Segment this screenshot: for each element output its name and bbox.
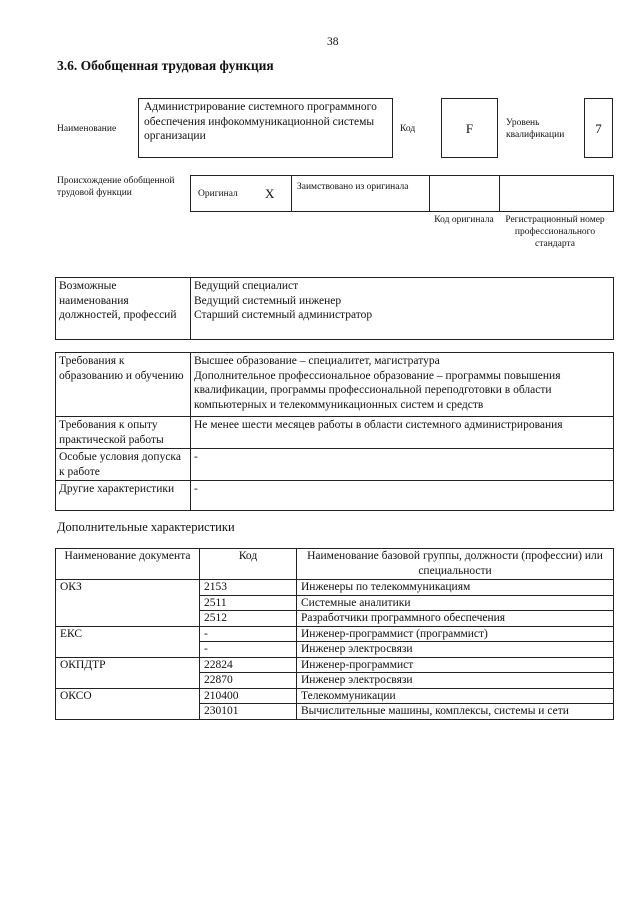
code-cell: 210400 bbox=[204, 689, 239, 702]
code-cell: 2511 bbox=[204, 596, 227, 609]
name-cell: Разработчики программного обеспечения bbox=[301, 612, 506, 624]
requirements-table bbox=[55, 352, 614, 511]
requirement-value: Не менее шести месяцев работы в области системного администрирования bbox=[194, 419, 563, 431]
name-cell: Инженер электросвязи bbox=[301, 643, 413, 655]
doc-cell: ОКЗ bbox=[60, 581, 82, 593]
requirement-label: Особые условия допуска к работе bbox=[59, 451, 181, 478]
header-doc: Наименование документа bbox=[56, 549, 200, 580]
table-row bbox=[56, 657, 614, 673]
positions-value-cell bbox=[191, 278, 614, 340]
name-cell: Инженер-программист (программист) bbox=[301, 627, 488, 640]
table-row bbox=[56, 417, 614, 449]
doc-cell: ОКПДТР bbox=[60, 658, 106, 671]
additional-title: Дополнительные характеристики bbox=[57, 520, 235, 534]
positions-label-cell bbox=[56, 278, 191, 340]
code-cell: - bbox=[204, 643, 208, 655]
original-mark: X bbox=[265, 186, 275, 201]
header-code: Код bbox=[200, 549, 297, 580]
name-cell: Телекоммуникации bbox=[301, 689, 396, 702]
origin-divider-2 bbox=[429, 176, 430, 211]
doc-cell: ЕКС bbox=[60, 627, 83, 640]
code-value: F bbox=[465, 121, 474, 136]
section-title: 3.6. Обобщенная трудовая функция bbox=[57, 58, 274, 73]
level-value-box bbox=[584, 98, 613, 158]
table-header-row bbox=[56, 549, 614, 580]
level-value: 7 bbox=[595, 121, 602, 136]
code-cell: 2512 bbox=[204, 612, 227, 624]
origin-table bbox=[190, 175, 614, 212]
origin-label: Происхождение обобщенной трудовой функции bbox=[57, 176, 175, 198]
name-cell: Вычислительные машины, комплексы, системы и сети bbox=[301, 705, 569, 717]
header-name: Наименование базовой группы, должности (профессии) или специальности bbox=[297, 549, 614, 580]
additional-table bbox=[55, 548, 614, 720]
position-item: Ведущий системный инженер bbox=[194, 294, 342, 307]
requirement-value: - bbox=[194, 483, 198, 495]
position-item: Ведущий специалист bbox=[194, 280, 299, 292]
code-label: Код bbox=[400, 124, 416, 134]
original-label: Оригинал bbox=[198, 189, 238, 199]
code-cell: 22870 bbox=[204, 674, 233, 686]
name-cell: Инженер-программист bbox=[301, 658, 414, 671]
code-cell: 2153 bbox=[204, 581, 227, 593]
table-row bbox=[56, 580, 614, 596]
name-cell: Инженер электросвязи bbox=[301, 674, 413, 686]
code-value-box bbox=[441, 98, 498, 158]
reg-number-caption: Регистрационный номер профессионального стандарта bbox=[505, 215, 605, 249]
code-cell: 230101 bbox=[204, 705, 239, 717]
requirement-label: Требования к образованию и обучению bbox=[59, 355, 184, 382]
name-cell: Системные аналитики bbox=[301, 596, 411, 609]
code-original-caption: Код оригинала bbox=[434, 215, 494, 225]
requirement-label: Другие характеристики bbox=[59, 483, 175, 495]
code-cell: 22824 bbox=[204, 658, 233, 671]
level-label: Уровень квалификации bbox=[506, 118, 565, 140]
positions-table bbox=[55, 277, 614, 340]
table-row bbox=[56, 481, 614, 511]
requirement-label: Требования к опыту практической работы bbox=[59, 419, 164, 446]
borrowed-label: Заимствовано из оригинала bbox=[297, 182, 409, 192]
position-item: Старший системный администратор bbox=[194, 309, 373, 321]
origin-divider-3 bbox=[499, 176, 500, 211]
positions-label: Возможные наименования должностей, профессий bbox=[59, 280, 177, 321]
requirement-value: - bbox=[194, 451, 198, 463]
table-row bbox=[56, 449, 614, 481]
doc-cell: ОКСО bbox=[60, 689, 92, 702]
code-cell: - bbox=[204, 627, 208, 640]
name-value-box bbox=[138, 98, 393, 158]
name-label: Наименование bbox=[57, 124, 117, 134]
page-number: 38 bbox=[327, 36, 339, 48]
name-cell: Инженеры по телекоммуникациям bbox=[301, 581, 471, 593]
requirement-value: Высшее образование – специалитет, магистратура Дополнительное профессиональное образование – программы повышения квалификации, программы профессиональной переподготовки в области компьютерных и телекоммуникационных систем и средств bbox=[194, 355, 561, 411]
name-value: Администрирование системного программного обеспечения инфокоммуникационной системы организации bbox=[144, 101, 377, 142]
table-row bbox=[56, 688, 614, 704]
table-row bbox=[56, 353, 614, 417]
table-row bbox=[56, 626, 614, 642]
origin-divider-1 bbox=[291, 176, 292, 211]
